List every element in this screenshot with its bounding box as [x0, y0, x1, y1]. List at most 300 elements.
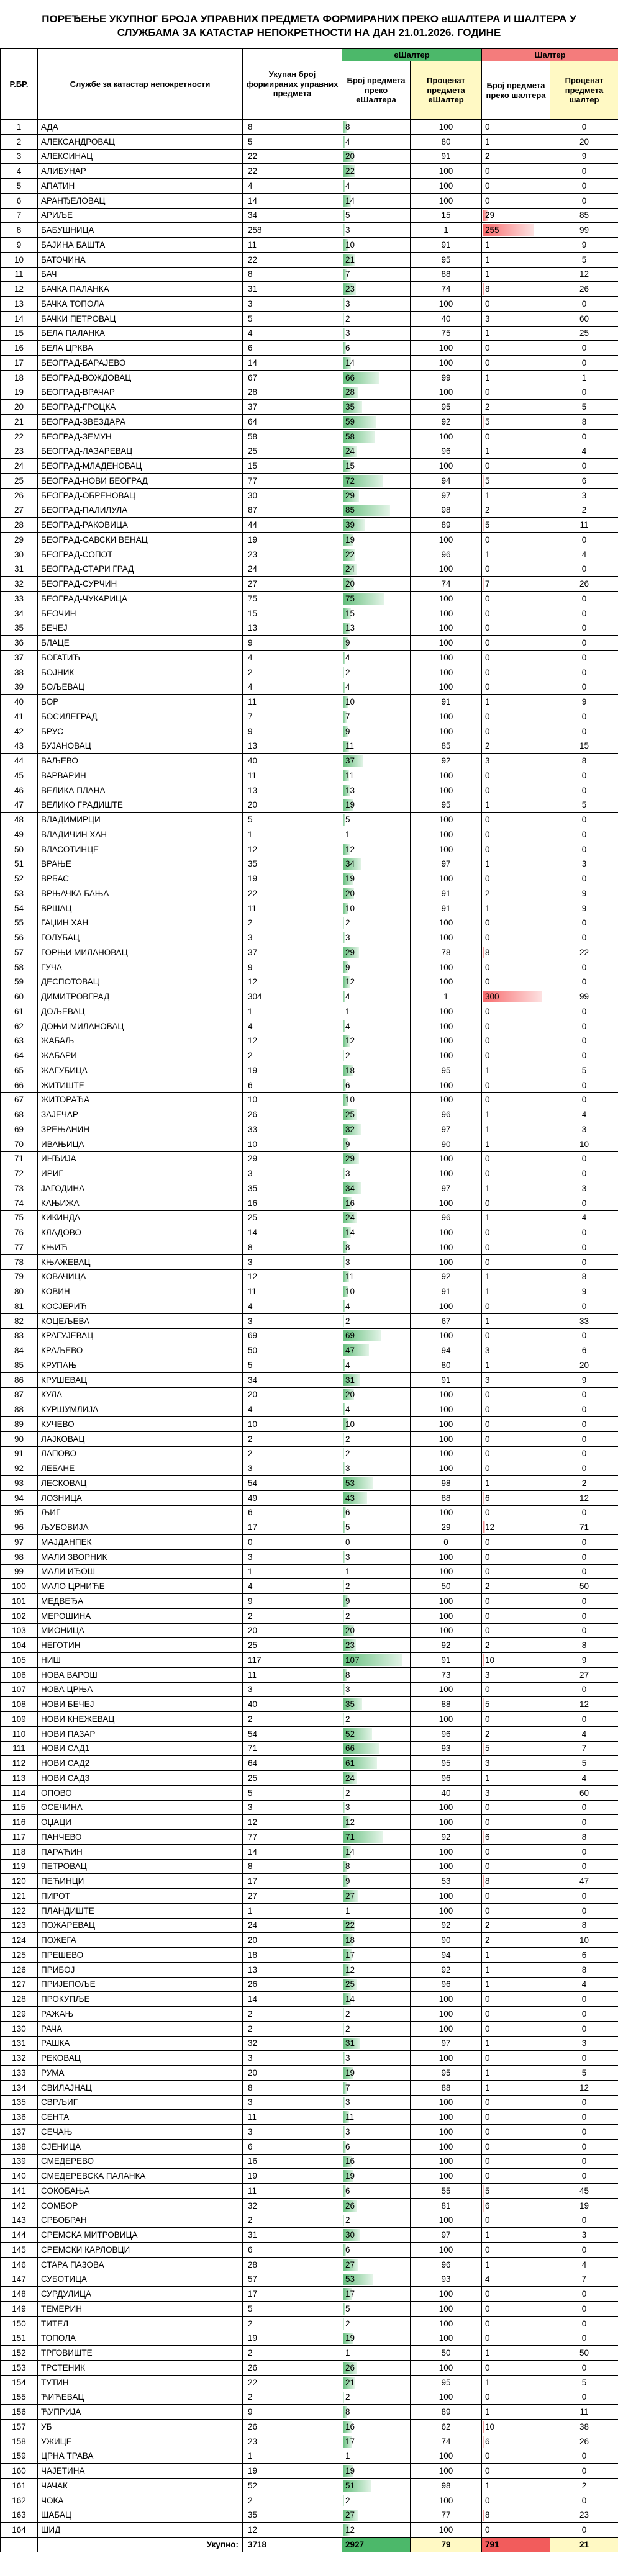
cell-total-value: 24 — [248, 1921, 258, 1930]
table-row — [1, 1874, 618, 1889]
cell-esh-count-value: 28 — [345, 387, 355, 397]
cell-sh-pct-value: 0 — [581, 1198, 587, 1208]
cell-sh-pct-value: 0 — [581, 2127, 587, 2137]
cell-total — [243, 916, 342, 930]
cell-total-value: 40 — [248, 756, 258, 766]
table-row — [1, 1594, 618, 1609]
cell-office — [38, 444, 243, 459]
cell-esh-count — [342, 1092, 411, 1107]
cell-sh-count — [482, 680, 550, 695]
cell-rbr — [1, 164, 38, 179]
cell-rbr-value: 86 — [14, 1375, 24, 1385]
cell-rbr-value: 55 — [14, 918, 24, 928]
cell-sh-pct-value: 0 — [581, 358, 587, 367]
cell-office — [38, 2479, 243, 2493]
cell-esh-pct — [411, 739, 482, 754]
cell-esh-count — [342, 2464, 411, 2479]
cell-esh-pct-value: 67 — [441, 1316, 451, 1326]
cell-esh-pct-value: 98 — [441, 1478, 451, 1488]
cell-sh-count-value: 10 — [485, 2421, 495, 2431]
cell-esh-pct-value: 100 — [439, 2215, 453, 2225]
table-row — [1, 1269, 618, 1284]
cell-office — [38, 562, 243, 577]
table-row — [1, 1579, 618, 1594]
cell-esh-count-value: 18 — [345, 1935, 355, 1945]
cell-rbr — [1, 326, 38, 341]
cell-esh-pct — [411, 1520, 482, 1535]
cell-esh-pct — [411, 2257, 482, 2272]
cell-total-value: 11 — [248, 697, 257, 707]
cell-office — [38, 1594, 243, 1609]
cell-esh-pct — [411, 415, 482, 430]
cell-sh-count-value: 0 — [485, 667, 490, 677]
cell-total-value: 9 — [248, 1596, 253, 1606]
cell-sh-count — [482, 1107, 550, 1122]
cell-sh-pct-value: 8 — [581, 756, 587, 766]
table-row — [1, 2125, 618, 2140]
cell-total-value: 3 — [248, 933, 253, 943]
cell-esh-pct-value: 93 — [441, 1744, 451, 1754]
cell-esh-pct-value: 0 — [443, 1537, 448, 1547]
cell-rbr-value: 100 — [12, 1582, 26, 1592]
cell-total-value: 12 — [248, 1272, 258, 1282]
cell-sh-count-value: 1 — [485, 1316, 490, 1326]
cell-rbr — [1, 768, 38, 783]
cell-office-value: АДА — [41, 122, 58, 132]
cell-total-value: 14 — [248, 1847, 258, 1857]
cell-total — [243, 2154, 342, 2169]
cell-sh-count — [482, 179, 550, 194]
cell-total-value: 2 — [248, 1434, 253, 1444]
cell-rbr — [1, 606, 38, 621]
cell-esh-count — [342, 2007, 411, 2022]
cell-esh-count-value: 12 — [345, 844, 355, 854]
cell-sh-count — [482, 1284, 550, 1299]
cell-rbr-value: 139 — [12, 2156, 26, 2166]
cell-sh-pct-value: 8 — [581, 1641, 587, 1651]
cell-office-value: РУМА — [41, 2068, 65, 2078]
cell-esh-count-value: 10 — [345, 903, 355, 913]
table-row — [1, 1313, 618, 1328]
cell-total — [243, 960, 342, 975]
cell-total — [243, 1844, 342, 1859]
cell-sh-pct — [550, 2434, 618, 2449]
cell-rbr — [1, 533, 38, 547]
cell-sh-count — [482, 827, 550, 842]
cell-esh-pct-value: 100 — [439, 874, 453, 884]
cell-sh-pct-value: 0 — [581, 2525, 587, 2535]
cell-esh-pct — [411, 2331, 482, 2346]
cell-rbr-value: 2 — [16, 137, 22, 146]
cell-sh-pct-value: 0 — [581, 2171, 587, 2181]
cell-esh-pct-value: 74 — [441, 579, 451, 589]
cell-sh-pct — [550, 1889, 618, 1904]
cell-sh-count-value: 10 — [485, 1655, 495, 1665]
cell-office — [38, 827, 243, 842]
cell-sh-count-value: 0 — [485, 977, 490, 987]
cell-esh-count — [342, 2302, 411, 2317]
cell-sh-pct — [550, 621, 618, 636]
cell-sh-count-value: 0 — [485, 461, 490, 471]
cell-rbr-value: 7 — [16, 210, 22, 220]
cell-sh-pct — [550, 1977, 618, 1992]
cell-sh-count — [482, 2139, 550, 2154]
cell-total-value: 54 — [248, 1729, 258, 1739]
cell-esh-count-value: 4 — [345, 137, 350, 146]
cell-office — [38, 1225, 243, 1240]
cell-total — [243, 930, 342, 945]
cell-esh-pct-value: 100 — [439, 534, 453, 544]
cell-total — [243, 1107, 342, 1122]
cell-office — [38, 2375, 243, 2390]
cell-office-value: СЕЧАЊ — [41, 2127, 73, 2137]
cell-sh-count — [482, 2479, 550, 2493]
cell-esh-pct — [411, 592, 482, 606]
cell-esh-count-value: 6 — [345, 343, 350, 353]
cell-esh-count — [342, 1358, 411, 1373]
cell-sh-count — [482, 2375, 550, 2390]
cell-rbr — [1, 297, 38, 312]
cell-esh-pct-value: 100 — [439, 1906, 453, 1916]
cell-esh-pct — [411, 370, 482, 385]
cell-esh-pct — [411, 429, 482, 444]
cell-rbr-value: 89 — [14, 1419, 24, 1429]
cell-esh-pct — [411, 665, 482, 680]
cell-rbr — [1, 2198, 38, 2213]
cell-esh-pct-value: 100 — [439, 726, 453, 736]
cell-total-value: 58 — [248, 431, 258, 441]
cell-rbr — [1, 370, 38, 385]
cell-rbr — [1, 1254, 38, 1269]
cell-total-value: 20 — [248, 800, 258, 810]
cell-office-value: КОВИН — [41, 1287, 70, 1297]
esh-data-bar — [343, 1462, 345, 1474]
cell-office-value: СМЕДЕРЕВСКА ПАЛАНКА — [41, 2171, 146, 2181]
table-row — [1, 282, 618, 297]
page-title: ПОРЕЂЕЊЕ УКУПНОГ БРОЈА УПРАВНИХ ПРЕДМЕТА ФОРМИРАНИХ ПРЕКО еШАЛТЕРА И ШАЛТЕРА У СЛУЖБАМА ЗА КАТАСТАР НЕПОКРЕТНОСТИ НА ДАН 21.01.2026. ГОДИНЕ — [42, 12, 576, 38]
cell-sh-pct-value: 0 — [581, 431, 587, 441]
table-row — [1, 1667, 618, 1682]
cell-rbr — [1, 2420, 38, 2434]
cell-sh-count-value: 0 — [485, 652, 490, 662]
cell-rbr — [1, 1387, 38, 1402]
table-row — [1, 1417, 618, 1432]
cell-office-value: БЕЧЕЈ — [41, 623, 68, 633]
cell-esh-count-value: 20 — [345, 888, 355, 898]
table-row — [1, 960, 618, 975]
cell-sh-pct-value: 6 — [581, 1950, 587, 1960]
cell-esh-count-value: 2 — [345, 313, 350, 323]
cell-office-value: ТОПОЛА — [41, 2333, 76, 2343]
cell-sh-count — [482, 2464, 550, 2479]
cell-sh-pct-value: 27 — [579, 1670, 589, 1680]
cell-rbr — [1, 2346, 38, 2361]
cell-esh-count — [342, 1844, 411, 1859]
cell-esh-pct-value: 94 — [441, 1346, 451, 1356]
total-sh-pct: 21 — [550, 2538, 618, 2552]
table-row — [1, 1992, 618, 2007]
cell-esh-pct — [411, 2523, 482, 2538]
table-row — [1, 1431, 618, 1446]
cell-total-value: 11 — [248, 903, 257, 913]
cell-esh-pct — [411, 2493, 482, 2508]
cell-sh-count — [482, 326, 550, 341]
cell-esh-count-value: 5 — [345, 210, 350, 220]
cell-esh-pct-value: 91 — [441, 903, 451, 913]
cell-esh-pct-value: 98 — [441, 2480, 451, 2490]
header-office: Службе за катастар непокретности — [38, 49, 243, 120]
cell-rbr-value: 94 — [14, 1493, 24, 1503]
cell-rbr — [1, 1417, 38, 1432]
cell-rbr-value: 159 — [12, 2451, 26, 2461]
cell-sh-pct — [550, 989, 618, 1004]
cell-esh-pct — [411, 120, 482, 135]
cell-esh-pct-value: 100 — [439, 2392, 453, 2402]
cell-total — [243, 1977, 342, 1992]
cell-sh-count — [482, 1181, 550, 1196]
table-row — [1, 193, 618, 208]
cell-esh-pct — [411, 2316, 482, 2331]
cell-office-value: ДИМИТРОВГРАД — [41, 992, 110, 1002]
cell-total — [243, 282, 342, 297]
cell-esh-pct — [411, 2361, 482, 2376]
cell-esh-pct — [411, 193, 482, 208]
cell-total — [243, 1196, 342, 1210]
cell-esh-pct-value: 100 — [439, 1803, 453, 1813]
cell-esh-pct-value: 100 — [439, 1228, 453, 1238]
cell-sh-count — [482, 1122, 550, 1137]
cell-rbr-value: 156 — [12, 2407, 26, 2417]
table-row — [1, 385, 618, 400]
cell-esh-pct — [411, 1446, 482, 1461]
cell-esh-pct-value: 100 — [439, 1567, 453, 1577]
cell-esh-count — [342, 2184, 411, 2199]
cell-rbr — [1, 1785, 38, 1800]
table-row — [1, 2405, 618, 2420]
table-row — [1, 1402, 618, 1417]
cell-esh-pct — [411, 2434, 482, 2449]
cell-sh-pct — [550, 533, 618, 547]
cell-sh-count-value: 0 — [485, 1464, 490, 1474]
cell-sh-count-value: 1 — [485, 1950, 490, 1960]
cell-esh-pct — [411, 1594, 482, 1609]
cell-sh-pct-value: 5 — [581, 402, 587, 412]
cell-esh-pct-value: 40 — [441, 1788, 451, 1798]
cell-esh-count-value: 2 — [345, 2215, 350, 2225]
cell-sh-pct-value: 9 — [581, 151, 587, 161]
cell-total — [243, 2257, 342, 2272]
cell-sh-count-value: 1 — [485, 1139, 490, 1149]
cell-esh-pct-value: 100 — [439, 593, 453, 603]
cell-sh-pct — [550, 356, 618, 371]
cell-total — [243, 1092, 342, 1107]
cell-office — [38, 2434, 243, 2449]
cell-esh-pct — [411, 208, 482, 223]
cell-rbr — [1, 1977, 38, 1992]
cell-sh-count-value: 1 — [485, 254, 490, 264]
cell-office — [38, 415, 243, 430]
cell-sh-pct — [550, 1343, 618, 1358]
cell-esh-pct-value: 100 — [439, 2245, 453, 2254]
cell-esh-pct — [411, 813, 482, 827]
cell-total — [243, 2434, 342, 2449]
cell-esh-count-value: 34 — [345, 859, 355, 869]
cell-office-value: УБ — [41, 2421, 52, 2431]
cell-sh-pct-value: 0 — [581, 1301, 587, 1311]
cell-total-value: 40 — [248, 1700, 258, 1709]
table-row — [1, 356, 618, 371]
cell-esh-count-value: 53 — [345, 1478, 355, 1488]
cell-office-value: КЊАЖЕВАЦ — [41, 1257, 91, 1267]
cell-esh-pct-value: 100 — [439, 1301, 453, 1311]
cell-sh-count — [482, 1918, 550, 1933]
cell-office-value: БЕЛА ЦРКВА — [41, 343, 93, 353]
cell-esh-pct — [411, 2464, 482, 2479]
cell-sh-pct-value: 0 — [581, 711, 587, 721]
cell-esh-pct-value: 100 — [439, 711, 453, 721]
cell-total-value: 14 — [248, 1994, 258, 2004]
cell-esh-count — [342, 1608, 411, 1623]
cell-esh-pct — [411, 252, 482, 267]
table-row — [1, 1564, 618, 1579]
cell-rbr-value: 136 — [12, 2112, 26, 2122]
cell-esh-pct-value: 81 — [441, 2200, 451, 2210]
cell-office-value: ЧАЈЕТИНА — [41, 2466, 85, 2476]
cell-sh-pct-value: 0 — [581, 1891, 587, 1901]
cell-rbr-value: 107 — [12, 1685, 26, 1695]
cell-esh-count-value: 23 — [345, 1641, 355, 1651]
cell-office-value: ПЕЋИНЦИ — [41, 1876, 84, 1886]
cell-esh-pct-value: 100 — [439, 2318, 453, 2328]
cell-rbr-value: 17 — [14, 358, 24, 367]
cell-office — [38, 547, 243, 562]
cell-rbr-value: 70 — [14, 1139, 24, 1149]
cell-esh-pct-value: 91 — [441, 888, 451, 898]
cell-esh-pct — [411, 488, 482, 503]
cell-esh-count — [342, 621, 411, 636]
cell-office-value: ОЏАЦИ — [41, 1817, 71, 1827]
cell-total — [243, 1004, 342, 1019]
cell-esh-pct-value: 88 — [441, 269, 451, 279]
cell-sh-count-value: 4 — [485, 2274, 490, 2284]
cell-rbr-value: 110 — [12, 1729, 26, 1739]
cell-office-value: ГУЧА — [41, 962, 62, 972]
cell-esh-pct-value: 96 — [441, 2259, 451, 2269]
cell-sh-count — [482, 1800, 550, 1815]
cell-office — [38, 1078, 243, 1092]
cell-office — [38, 960, 243, 975]
cell-sh-pct-value: 45 — [579, 2186, 589, 2195]
cell-esh-pct-value: 88 — [441, 2083, 451, 2092]
cell-sh-count-value: 0 — [485, 1891, 490, 1901]
cell-rbr-value: 162 — [12, 2495, 26, 2505]
cell-sh-pct — [550, 2346, 618, 2361]
cell-total — [243, 1815, 342, 1830]
cell-esh-count-value: 0 — [345, 1537, 350, 1547]
cell-rbr-value: 133 — [12, 2068, 26, 2078]
cell-total — [243, 621, 342, 636]
cell-esh-pct-value: 100 — [439, 1006, 453, 1016]
cell-total-value: 2 — [248, 2392, 253, 2402]
cell-sh-pct-value: 0 — [581, 1994, 587, 2004]
cell-total-value: 4 — [248, 1301, 253, 1311]
cell-sh-count — [482, 1830, 550, 1845]
cell-esh-count — [342, 2095, 411, 2110]
cell-office-value: СРЕМСКИ КАРЛОВЦИ — [41, 2245, 130, 2254]
cell-office-value: ИРИГ — [41, 1169, 63, 1179]
cell-total-value: 0 — [248, 1537, 253, 1547]
cell-esh-count — [342, 2198, 411, 2213]
table-row — [1, 930, 618, 945]
cell-esh-count — [342, 1210, 411, 1225]
cell-esh-pct — [411, 754, 482, 768]
cell-office-value: ПРИЈЕПОЉЕ — [41, 1979, 96, 1989]
cell-esh-count-value: 4 — [345, 1360, 350, 1370]
cell-office-value: КОЦЕЉЕВА — [41, 1316, 90, 1326]
cell-sh-pct-value: 99 — [579, 992, 589, 1002]
cell-sh-count-value: 0 — [485, 1257, 490, 1267]
cell-esh-count-value: 2 — [345, 1051, 350, 1061]
cell-total — [243, 1785, 342, 1800]
cell-total-value: 20 — [248, 2068, 258, 2078]
cell-sh-count — [482, 901, 550, 916]
cell-esh-count-value: 2 — [345, 1611, 350, 1621]
cell-office — [38, 1019, 243, 1034]
cell-total-value: 8 — [248, 269, 253, 279]
cell-sh-pct — [550, 1726, 618, 1741]
cell-esh-count — [342, 429, 411, 444]
cell-esh-count — [342, 326, 411, 341]
cell-rbr — [1, 1874, 38, 1889]
cell-rbr — [1, 429, 38, 444]
cell-sh-count-value: 0 — [485, 1537, 490, 1547]
cell-rbr — [1, 2390, 38, 2405]
cell-esh-count — [342, 916, 411, 930]
cell-esh-pct — [411, 1623, 482, 1638]
cell-rbr-value: 40 — [14, 697, 24, 707]
cell-rbr — [1, 1343, 38, 1358]
cell-esh-pct-value: 100 — [439, 638, 453, 648]
cell-sh-pct-value: 0 — [581, 2362, 587, 2372]
cell-sh-pct-value: 0 — [581, 1036, 587, 1046]
cell-sh-pct-value: 0 — [581, 1862, 587, 1871]
cell-esh-count — [342, 2375, 411, 2390]
cell-rbr-value: 106 — [12, 1670, 26, 1680]
cell-esh-count-value: 10 — [345, 240, 355, 250]
cell-esh-pct-value: 75 — [441, 328, 451, 338]
cell-office — [38, 1048, 243, 1063]
cell-esh-pct-value: 92 — [441, 1272, 451, 1282]
cell-esh-count-value: 14 — [345, 358, 355, 367]
sh-data-bar — [483, 2200, 484, 2212]
cell-rbr — [1, 1903, 38, 1918]
cell-office — [38, 2464, 243, 2479]
cell-sh-pct-value: 9 — [581, 1655, 587, 1665]
cell-esh-count-value: 27 — [345, 2259, 355, 2269]
cell-esh-pct — [411, 1048, 482, 1063]
cell-office — [38, 2390, 243, 2405]
cell-sh-pct — [550, 1815, 618, 1830]
table-row — [1, 2169, 618, 2184]
cell-esh-pct — [411, 1328, 482, 1343]
cell-esh-pct-value: 73 — [441, 1670, 451, 1680]
cell-sh-count-value: 0 — [485, 1862, 490, 1871]
cell-esh-count-value: 39 — [345, 520, 355, 530]
cell-office-value: БЕОГРАД-ЧУКАРИЦА — [41, 593, 128, 603]
esh-data-bar — [343, 1315, 344, 1327]
cell-rbr — [1, 2184, 38, 2199]
cell-office — [38, 1903, 243, 1918]
